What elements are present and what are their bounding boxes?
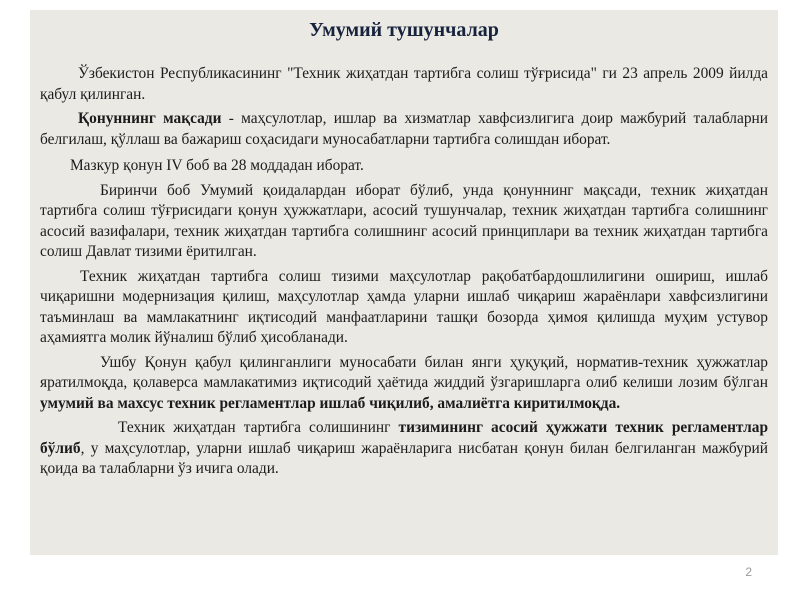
paragraph-law-purpose [40,109,768,150]
law-purpose-text: - маҳсулотлар, ишлар ва хизматлар хавфсизлигига доир мажбурий талабларни белгилаш, қўллаш ва бажариш соҳасидаги муносабатларни тартибга солишдан иборат. [40,110,768,148]
technical-regulations-intro: Техник жиҳатдан тартибга солишининг [118,419,399,436]
page-number: 2 [745,565,752,579]
slide-title: Умумий тушунчалар [309,19,499,41]
new-documents-emphasis: умумий ва махсус техник регламентлар ишлаб чиқилиб, амалиётга киритилмоқда. [40,394,621,412]
paragraph-law-structure: Мазкур қонун IV боб ва 28 моддадан иборат. [70,157,364,174]
paragraph-new-documents [40,353,768,415]
slide-content-panel [30,10,778,555]
technical-regulations-text: , у маҳсулотлар, уларни ишлаб чиқариш жараёнларига нисбатан қонун билан белгиланган мажбурий қоида ва талабларни ўз ичига олади. [40,439,768,477]
paragraph-technical-regulations [40,418,768,480]
new-documents-text: Ушбу Қонун қабул қилинганлиги муносабати билан янги ҳуқуқий, норматив-техник ҳужжатлар яратилмоқда, қолаверса мамлакатимиз иқтисодий ҳаётида жиддий ўзгаришларга олиб келиши лозим бўлган [40,353,768,391]
law-purpose-heading: Қонуннинг мақсади [78,110,222,127]
technical-regulations-emphasis: тизимининг асосий ҳужжати техник регламентлар бўлиб [40,419,768,457]
paragraph-law-adoption: Ўзбекистон Республикасининг "Техник жиҳатдан тартибга солиш тўғрисида" ги 23 апрель 2009 йилда қабул қилинган. [40,65,768,103]
paragraph-chapter-one: Биринчи боб Умумий қоидалардан иборат бўлиб, унда қонуннинг мақсади, техник жиҳатдан тартибга солиш тўғрисидаги қонун ҳужжатлари, асосий тушунчалар, техник жиҳатдан тартибга солишнинг асосий вазифалари, техник жиҳатдан тартибга солишнинг асосий принциплари ва техник жиҳатдан тартибга солиш Давлат тизими ёритилган. [40,181,768,260]
paragraph-regulation-system: Техник жиҳатдан тартибга солиш тизими маҳсулотлар рақобатбардошлилигини ошириш, ишлаб чиқаришни модернизация қилиш, маҳсулотлар ҳамда уларни ишлаб чиқариш жараёнлари хавфсизлигини таъминлаш ва мамлакатнинг иқтисодий манфаатларини ташқи бозорда ҳимоя қилишда муҳим устувор аҳамиятга молик йўналиш бўлиб ҳисобланади. [40,267,768,346]
